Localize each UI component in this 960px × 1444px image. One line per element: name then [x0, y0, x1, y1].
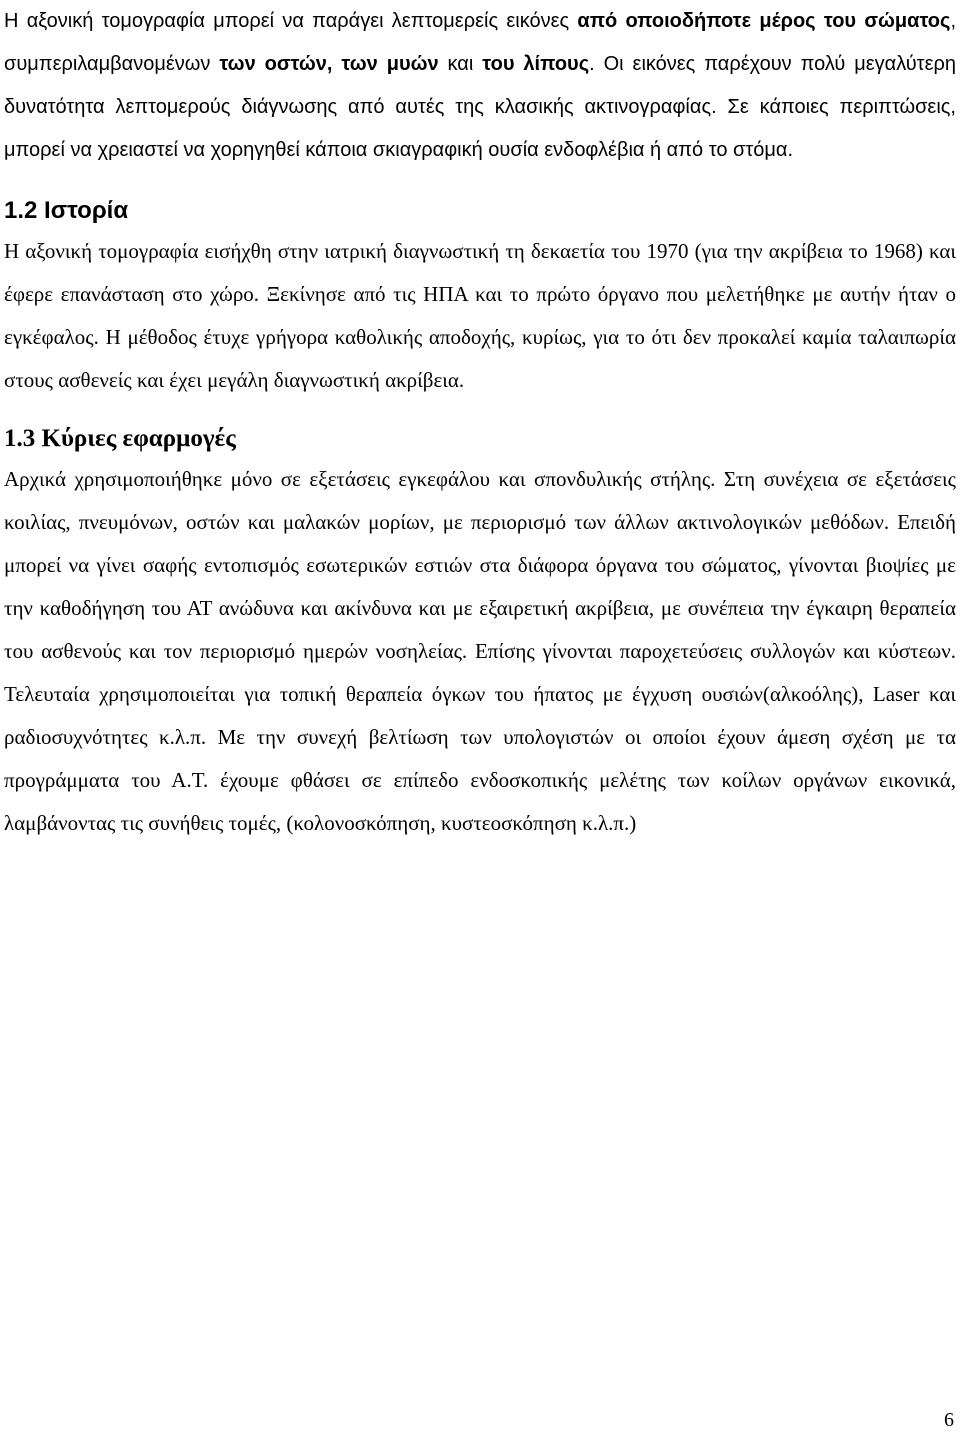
section-heading-applications: 1.3 Κύριες εφαρμογές: [4, 425, 236, 452]
intro-text-2: , συμπεριλαμβανομένων: [4, 10, 956, 75]
history-paragraph: Η αξονική τομογραφία εισήχθη στην ιατρική διαγνωστική τη δεκαετία του 1970 (για την ακρίβεια το 1968) και έφερε επανάσταση στο χώρο. Ξεκίνησε από τις ΗΠΑ και το πρώτο όργανο που μελετήθηκε με αυτήν ήταν ο εγκέφαλος. Η μέθοδος έτυχε γρήγορα καθολικής αποδοχής, κυρίως, για το ότι δεν προκαλεί καμία ταλαιπωρία στους ασθενείς και έχει μεγάλη διαγνωστική ακρίβεια.: [4, 239, 956, 392]
section-heading-history: 1.2 Ιστορία: [4, 197, 129, 224]
intro-bold-3: του λίπους: [482, 53, 590, 75]
applications-paragraph: Αρχικά χρησιμοποιήθηκε μόνο σε εξετάσεις εγκεφάλου και σπονδυλικής στήλης. Στη συνέχεια σε εξετάσεις κοιλίας, πνευμόνων, οστών και μαλακών μορίων, με περιορισμό των άλλων ακτινολογικών μεθόδων. Επειδή μπορεί να γίνει σαφής εντοπισμός εσωτερικών εστιών στα διάφορα όργανα του σώματος, γίνονται βιοψίες με την καθοδήγηση του ΑΤ ανώδυνα και ακίνδυνα και με εξαιρετική ακρίβεια, με συνέπεια την έγκαιρη θεραπεία του ασθενούς και τον περιορισμό ημερών νοσηλείας. Επίσης γίνονται παροχετεύσεις συλλογών και κύστεων. Τελευταία χρησιμοποιείται για τοπική θεραπεία όγκων του ήπατος με έγχυση ουσιών(αλκοόλης), Laser και ραδιοσυχνότητες κ.λ.π. Με την συνεχή βελτίωση των υπολογιστών οι οποίοι έχουν άμεση σχέση με τα προγράμματα του Α.Τ. έχουμε φθάσει σε επίπεδο ενδοσκοπικής μελέτης των κοίλων οργάνων εικονικά, λαμβάνοντας τις συνήθεις τομές, (κολονοσκόπηση, κυστεοσκόπηση κ.λ.π.): [4, 467, 956, 835]
intro-text-1: Η αξονική τομογραφία μπορεί να παράγει λεπτομερείς εικόνες: [4, 10, 578, 32]
intro-text-4: . Οι εικόνες παρέχουν πολύ μεγαλύτερη δυνατότητα λεπτομερούς διάγνωσης από αυτές της κλασικής ακτινογραφίας. Σε κάποιες περιπτώσεις, μπορεί να χρειαστεί να χορηγηθεί κάποια σκιαγραφική ουσία ενδοφλέβια ή από το στόμα.: [4, 53, 956, 161]
intro-text-3: και: [438, 53, 483, 75]
intro-paragraph: [4, 0, 956, 172]
page-number: 6: [944, 1409, 954, 1431]
intro-bold-1: από οποιοδήποτε μέρος του σώματος: [577, 10, 951, 32]
intro-bold-2: των οστών, των μυών: [219, 53, 439, 75]
